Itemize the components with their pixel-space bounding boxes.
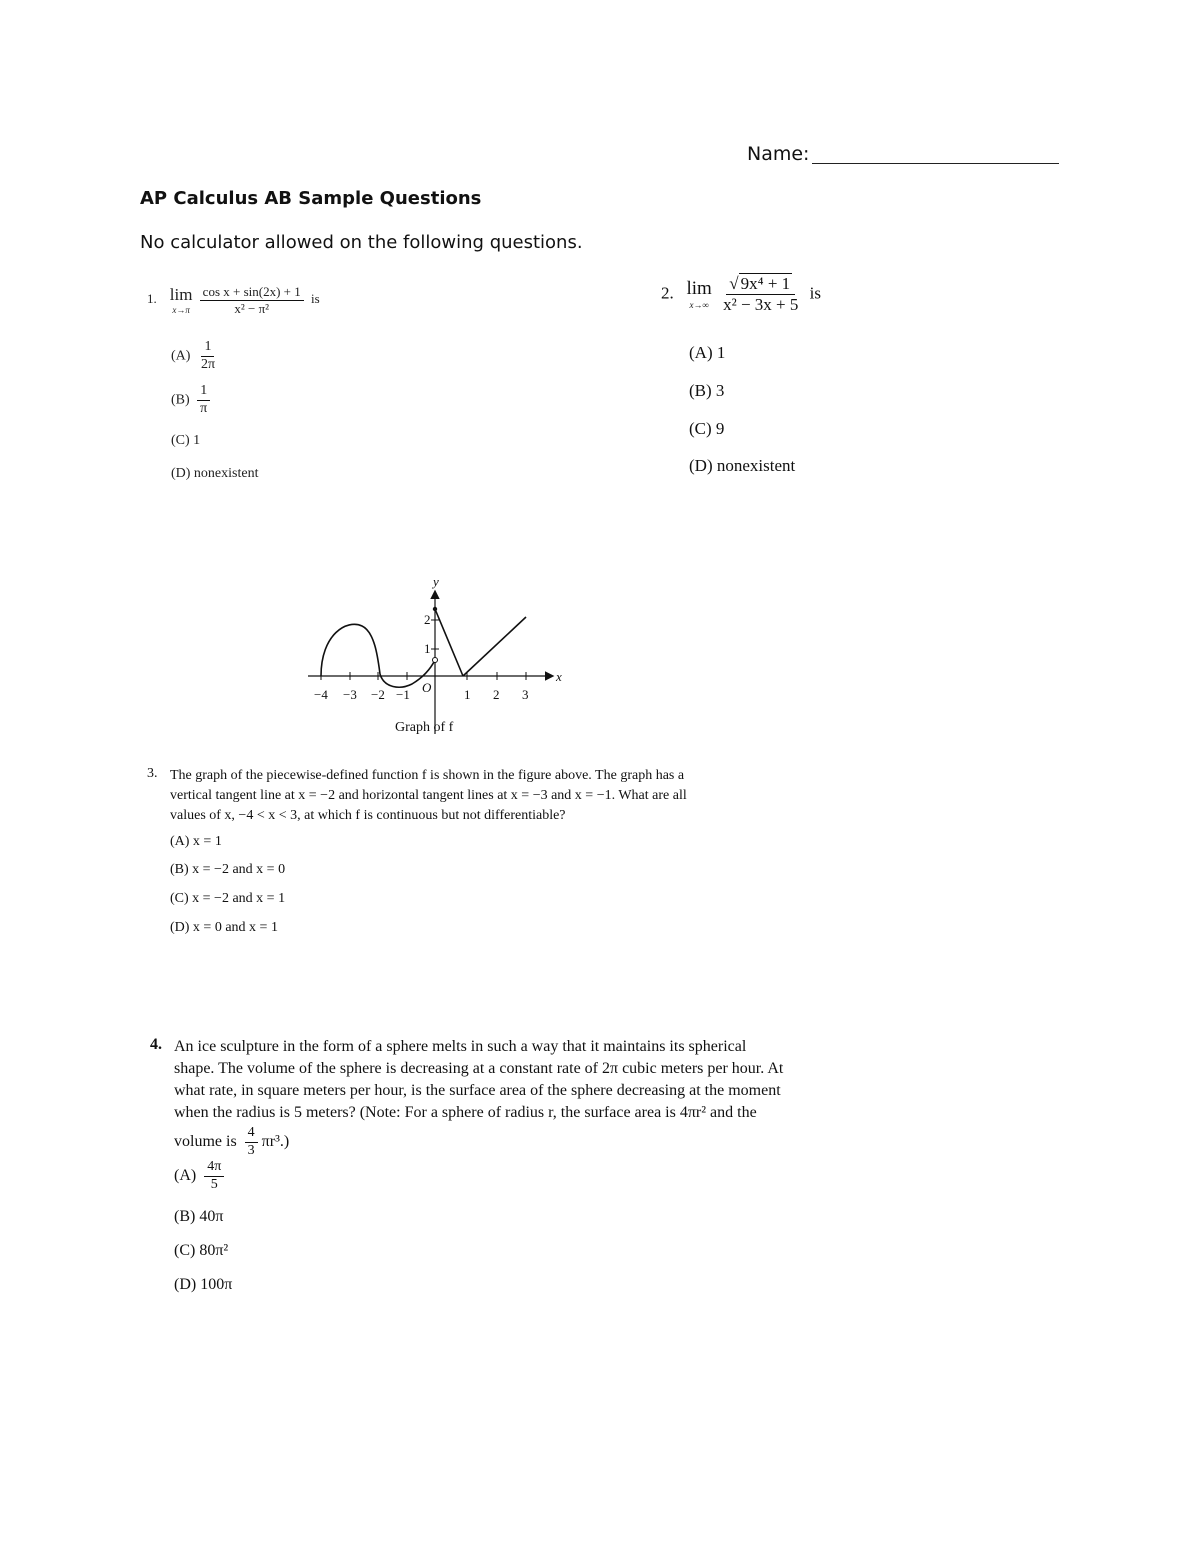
y-axis-label: y (433, 574, 439, 589)
q1-choice-b[interactable]: (B) $\frac{1}{\pi}$ (171, 384, 214, 416)
name-label: Name: (747, 143, 810, 165)
q1-limit: lim x→π (169, 285, 193, 316)
q1-denominator: x² − π² (234, 300, 270, 316)
question-3-number: 3. (147, 766, 158, 781)
q1-numerator: cos x + sin(2x) + 1 (200, 285, 304, 301)
graph-caption: Graph of f (395, 720, 454, 735)
q4-choice-b[interactable]: (B) 40π (174, 1208, 224, 1225)
question-4-text: An ice sculpture in the form of a sphere melts in such a way that it maintains its spherical shape. The volume of the sphere is decreasing at a constant rate of 2π cubic meters per hour. At what rate, in square meters per hour, is the surface area of the sphere decreasing at the moment when the radius is 5 meters? (Note: For a sphere of radius r, the surface area is 4πr² and the volume is $\frac{4}{3}$ πr³.) (174, 1038, 784, 1158)
question-1-number: 1. (147, 291, 157, 307)
name-blank-line[interactable] (812, 163, 1059, 164)
q2-choice-a[interactable]: (A) 1 (689, 343, 726, 362)
q3-choice-a[interactable]: (A) x = 1 (170, 834, 222, 849)
question-1 (147, 285, 320, 315)
q2-suffix: is (809, 283, 821, 303)
q4-choice-a[interactable]: (A) $\frac{4\pi}{5}$ (174, 1160, 228, 1192)
q2-numerator: √ 9x⁴ + 1 (726, 275, 795, 295)
page-title: AP Calculus AB Sample Questions (140, 188, 482, 209)
q1-choice-a[interactable]: (A) $\frac{1}{2\pi}$ (171, 339, 216, 372)
closed-point (433, 607, 437, 611)
q2-fraction (720, 275, 801, 314)
q4-choice-d[interactable]: (D) 100π (174, 1276, 233, 1293)
q1-choice-d[interactable]: (D) nonexistent (171, 466, 259, 481)
x-tick-label: −4 (314, 687, 328, 702)
x-axis-label: x (556, 669, 562, 684)
q3-choice-c[interactable]: (C) x = −2 and x = 1 (170, 891, 286, 906)
open-point (433, 658, 438, 663)
q1-choice-c[interactable]: (C) 1 (171, 433, 201, 448)
q2-denominator: x² − 3x + 5 (723, 294, 799, 314)
origin-label: O (422, 680, 432, 695)
y-tick-label: 1 (424, 641, 431, 656)
question-2-number: 2. (661, 283, 674, 303)
q2-choice-c[interactable]: (C) 9 (689, 419, 725, 438)
x-tick-label: 3 (522, 687, 529, 702)
graph-of-f (300, 574, 580, 739)
q1-fraction (200, 285, 304, 315)
q3-choice-d[interactable]: (D) x = 0 and x = 1 (170, 920, 278, 935)
x-tick-label: 2 (493, 687, 500, 702)
q2-choice-b[interactable]: (B) 3 (689, 381, 725, 400)
q2-choice-d[interactable]: (D) nonexistent (689, 456, 796, 475)
q2-limit: lim x→∞ (686, 278, 712, 311)
x-tick-label: −3 (343, 687, 357, 702)
question-2 (661, 275, 821, 314)
x-tick-label: −1 (396, 687, 410, 702)
question-4-number: 4. (150, 1036, 162, 1053)
line-descending (435, 609, 463, 676)
x-tick-label: −2 (371, 687, 385, 702)
q1-suffix: is (311, 291, 320, 307)
line-ascending (463, 617, 526, 676)
y-tick-label: 2 (424, 612, 431, 627)
question-3-text: The graph of the piecewise-defined function f is shown in the figure above. The graph has a vertical tangent line at x = −2 and horizontal tangent lines at x = −3 and x = −1. What are all values of x, −4 < x < 3, at which f is continuous but not differentiable? (170, 768, 687, 823)
instruction-text: No calculator allowed on the following questions. (140, 232, 583, 253)
x-tick-label: 1 (464, 687, 471, 702)
q4-choice-c[interactable]: (C) 80π² (174, 1242, 229, 1259)
q3-choice-b[interactable]: (B) x = −2 and x = 0 (170, 862, 286, 877)
